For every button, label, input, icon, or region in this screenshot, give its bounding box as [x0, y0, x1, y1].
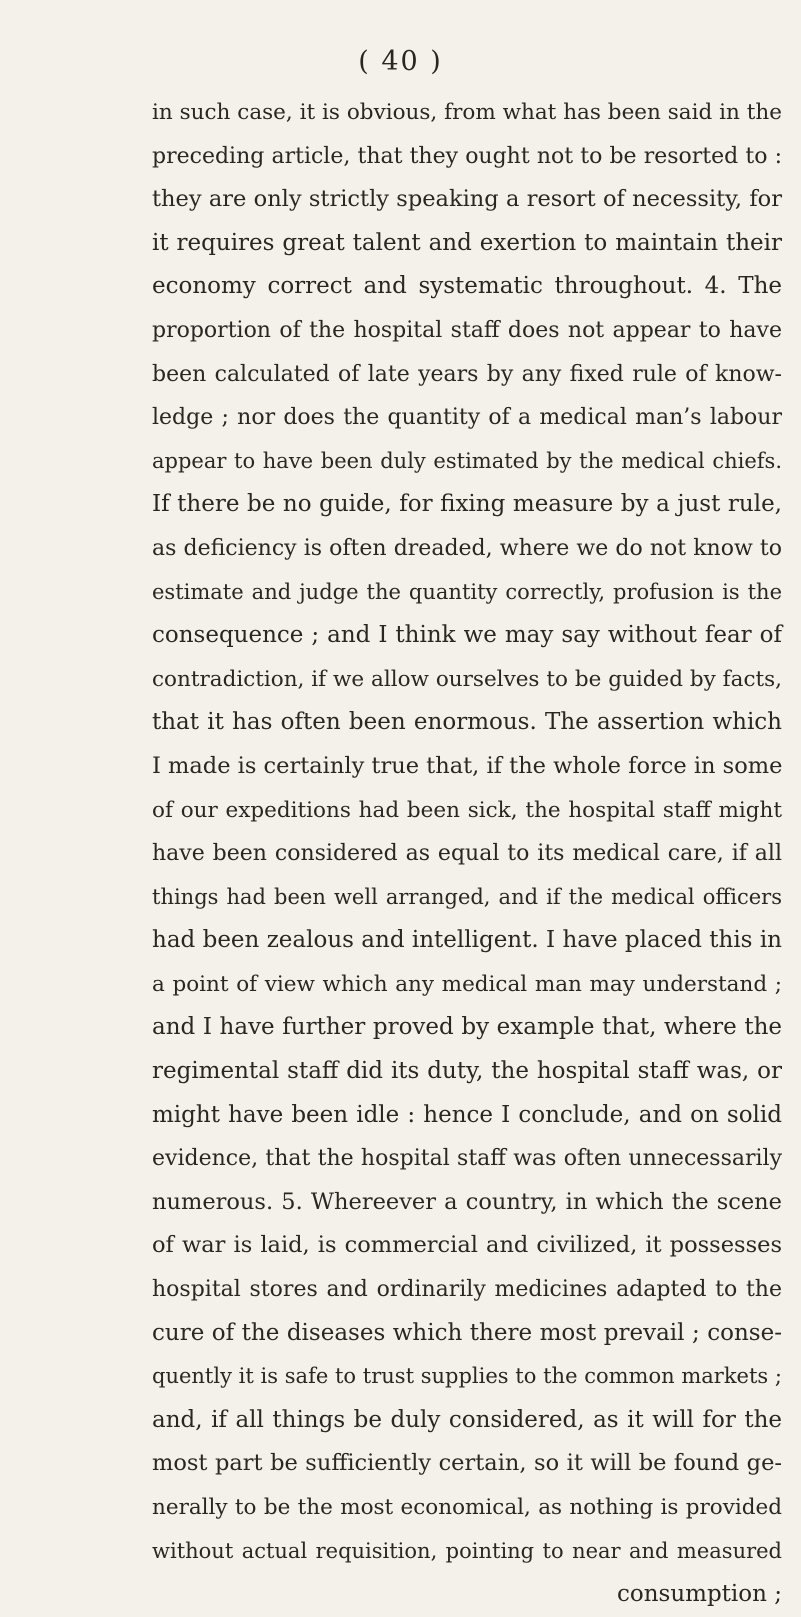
text-line: I made is certainly true that, if the whole force in some [152, 752, 783, 779]
text-line: ledge ; nor does the quantity of a medical man’s labour [152, 405, 782, 431]
text-line: they are only strictly speaking a resort of necessity, for [152, 186, 782, 213]
text-line: economy correct and systematic throughout. 4. The [152, 273, 782, 300]
text-line: estimate and judge the quantity correctly, profusion is the [152, 579, 782, 604]
text-line: as deficiency is often dreaded, where we do not know to [152, 535, 782, 561]
text-line: might have been idle : hence I conclude, and on solid [152, 1101, 782, 1128]
text-line: preceding article, that they ought not to be resorted to : [152, 143, 782, 169]
page-number: ( 40 ) [358, 46, 443, 77]
text-line: and I have further proved by example that, where the [152, 1014, 782, 1041]
text-line: that it has often been enormous. The assertion which [152, 709, 782, 736]
text-line: been calculated of late years by any fixed rule of know- [152, 361, 782, 387]
text-line: in such case, it is obvious, from what has been said in the [152, 100, 782, 125]
text-line: proportion of the hospital staff does not appear to have [152, 317, 782, 343]
text-line: numerous. 5. Whereever a country, in which the scene [152, 1188, 782, 1215]
text-line: a point of view which any medical man may understand ; [152, 971, 782, 997]
text-line: contradiction, if we allow ourselves to be guided by facts, [152, 666, 782, 692]
text-line: without actual requisition, pointing to near and measured [152, 1538, 782, 1563]
text-line: nerally to be the most economical, as nothing is provided [152, 1495, 782, 1520]
text-line: hospital stores and ordinarily medicines adapted to the [152, 1277, 782, 1303]
text-line: had been zealous and intelligent. I have placed this in [152, 927, 782, 954]
body-text [152, 91, 782, 1617]
text-line: things had been well arranged, and if the medical officers [152, 884, 782, 909]
text-line: consequence ; and I think we may say without fear of [152, 622, 782, 649]
text-line: have been considered as equal to its medical care, if all [152, 841, 782, 867]
text-line: appear to have been duly estimated by the medical chiefs. [152, 448, 782, 473]
text-line: and, if all things be duly considered, as it will for the [152, 1406, 782, 1433]
text-line: most part be sufficiently certain, so it will be found ge- [152, 1450, 782, 1477]
text-line: of our expeditions had been sick, the hospital staff might [152, 797, 782, 823]
text-line: regimental staff did its duty, the hospital staff was, or [152, 1058, 782, 1085]
text-line: of war is laid, is commercial and civilized, it possesses [152, 1232, 782, 1259]
text-line: If there be no guide, for fixing measure by a just rule, [152, 491, 782, 518]
text-line: quently it is safe to trust supplies to the common markets ; [152, 1364, 782, 1389]
text-line: cure of the diseases which there most prevail ; conse- [152, 1319, 782, 1346]
text-line: it requires great talent and exertion to maintain their [152, 229, 782, 256]
text-line: evidence, that the hospital staff was often unnecessarily [152, 1146, 782, 1172]
catchword-line: consumption ; [616, 1581, 782, 1608]
